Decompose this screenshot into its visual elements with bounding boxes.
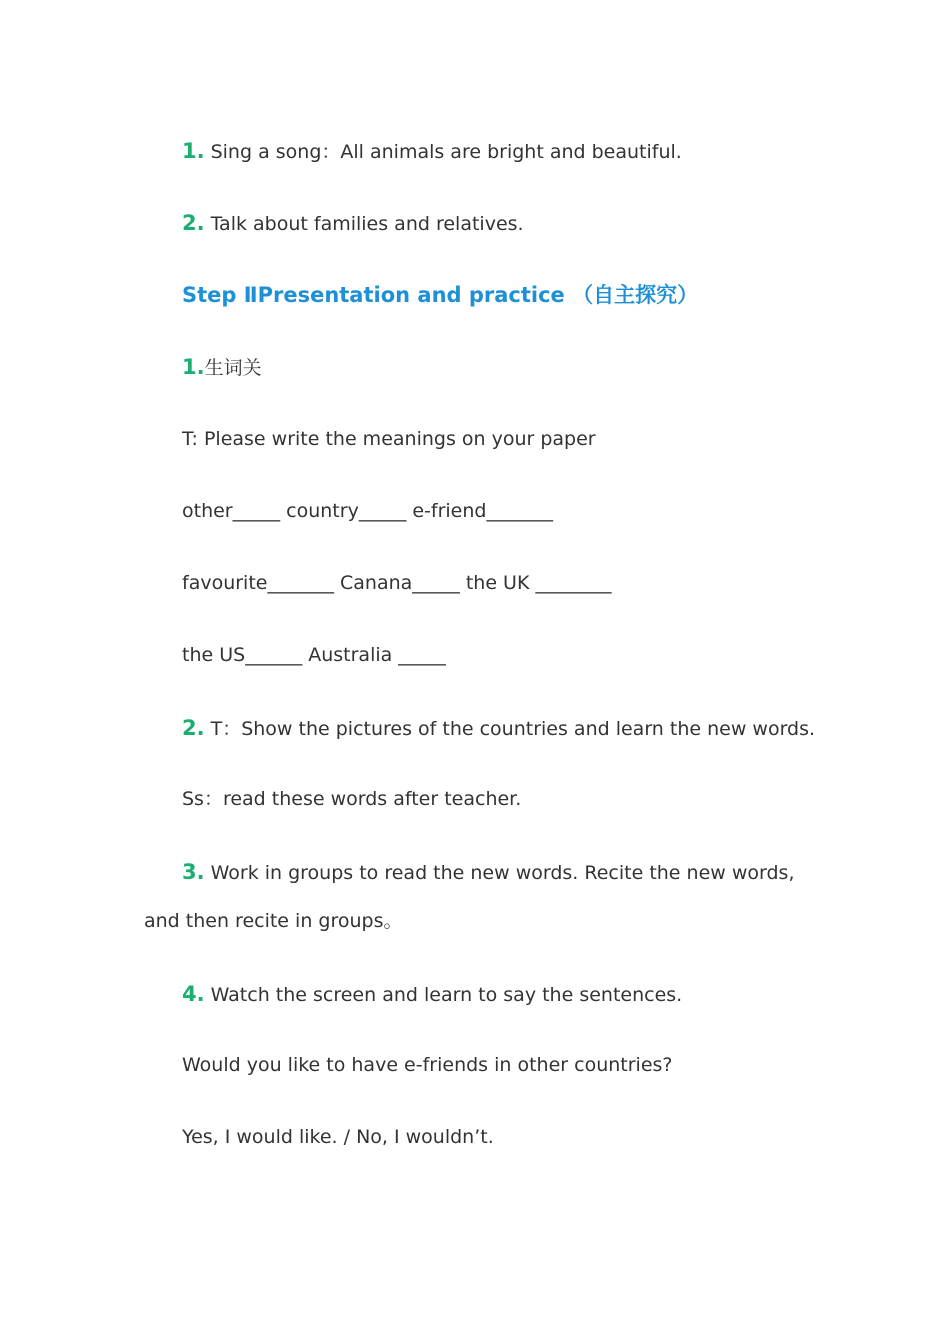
- step3-line: [182, 860, 795, 885]
- step4-question: Would you like to have e-friends in other countries?: [182, 1054, 673, 1076]
- vocab-row-3: the US______ Australia _____: [182, 644, 446, 666]
- step4-line: [182, 982, 682, 1007]
- vocab-row-1: other_____ country_____ e-friend_______: [182, 500, 553, 522]
- item-text: Talk about families and relatives.: [210, 213, 524, 235]
- item-text: Sing a song：All animals are bright and beautiful.: [210, 141, 682, 163]
- item-number: 1.: [182, 139, 205, 163]
- step2-teacher-text: T：Show the pictures of the countries and learn the new words.: [210, 718, 816, 740]
- item-1: [182, 139, 682, 164]
- step3-text: Work in groups to read the new words. Recite the new words,: [210, 862, 795, 884]
- step4-text: Watch the screen and learn to say the sentences.: [210, 984, 683, 1006]
- step3-continuation: and then recite in groups。: [144, 910, 403, 932]
- step2-students-line: Ss：read these words after teacher.: [182, 788, 522, 810]
- step-heading: Step ⅡPresentation and practice （自主探究）: [182, 283, 699, 307]
- vocab-title: 生词关: [204, 357, 262, 379]
- item-number: 2.: [182, 211, 205, 235]
- vocab-instruction: T: Please write the meanings on your paper: [182, 428, 596, 450]
- vocab-number: 1.: [182, 355, 205, 379]
- vocab-title-line: [182, 355, 262, 380]
- vocab-row-2: favourite_______ Canana_____ the UK ________: [182, 572, 612, 594]
- step2-number: 2.: [182, 716, 205, 740]
- step4-number: 4.: [182, 982, 205, 1006]
- item-2: [182, 211, 524, 236]
- step2-teacher-line: [182, 716, 815, 741]
- step4-answer: Yes, I would like. / No, I wouldn’t.: [182, 1126, 494, 1148]
- step3-number: 3.: [182, 860, 205, 884]
